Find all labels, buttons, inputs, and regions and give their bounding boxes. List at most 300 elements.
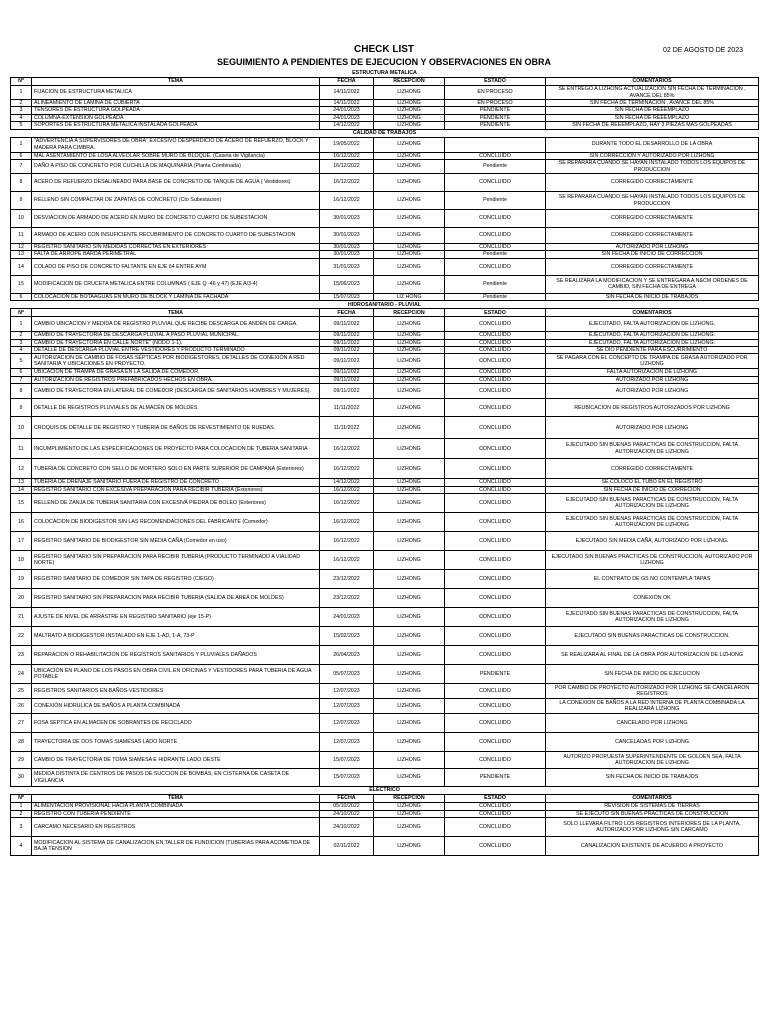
cell-comentarios: AUTORIZADO POR LIZHONG bbox=[546, 376, 759, 383]
cell-recepcion: LIZHONG bbox=[374, 714, 445, 733]
cell-tema: REGISTRO SANITARIO SIN PREPARACION PARA RECIBIR TUBERIA (PRODUCTO TERMINADO A VIALIDAD NORTE) bbox=[32, 551, 320, 570]
cell-n: 11 bbox=[11, 228, 32, 244]
cell-n: 25 bbox=[11, 684, 32, 699]
cell-comentarios: LA CONEXION DE BAÑOS A LA RED INTERNA DE PLANTA COMBINADA LA REALIZARÁ LIZHONG bbox=[546, 699, 759, 714]
cell-recepcion: LIZHONG bbox=[374, 479, 445, 486]
cell-recepcion: LIZHONG bbox=[374, 627, 445, 646]
table-row bbox=[11, 369, 759, 376]
cell-recepcion: LIZHONG bbox=[374, 258, 445, 275]
section-title: ELECTRICO bbox=[369, 787, 400, 794]
cell-comentarios: EJECUTADO SIN BUENAS PARACTICAS DE CONSTRUCCION. bbox=[546, 627, 759, 646]
cell-recepcion: LIZHONG bbox=[374, 459, 445, 479]
header-col-fecha: FECHA bbox=[320, 309, 374, 317]
cell-n: 8 bbox=[11, 384, 32, 399]
cell-tema: MAL ASENTAMIENTO DE LOSA ALVEOLAR SOBRE MURO DE BLOQUE. (Caseta de Vigilancia) bbox=[32, 152, 320, 159]
cell-estado: CONCLUIDO bbox=[445, 317, 546, 332]
cell-fecha: 16/12/2022 bbox=[320, 494, 374, 513]
cell-n: 18 bbox=[11, 551, 32, 570]
cell-tema: DAÑO A PISO DE CONCRETO POR CUCHILLA DE MAQUINARIA (Planta Combinada) bbox=[32, 160, 320, 174]
cell-tema: DETALLE DE REGISTROS PLUVIALES DE ALMACÉN DE MOLDES. bbox=[32, 399, 320, 417]
cell-recepcion: LIZHONG bbox=[374, 570, 445, 589]
table-row bbox=[11, 339, 759, 346]
table-row bbox=[11, 459, 759, 479]
cell-tema: COLOCACION DE BIODIGESTOR SIN LAS RECOMENDACIONES DEL FABRICANTE (Comedor) bbox=[32, 513, 320, 532]
cell-n: 4 bbox=[11, 836, 32, 855]
cell-tema: AUTORIZACION DE CAMBIO DE FOSAS SÉPTICAS POR BIODIGESTORES, DETALLES DE CONEXIÓN A RED SANITARIA Y UBICACIONES EN PROYECTO. bbox=[32, 354, 320, 369]
cell-estado: PENDIENTE bbox=[445, 122, 546, 129]
cell-recepcion: LIZHONG bbox=[374, 332, 445, 339]
cell-recepcion: LIZHONG bbox=[374, 551, 445, 570]
cell-fecha: 23/12/2022 bbox=[320, 570, 374, 589]
cell-estado: Pendiente bbox=[445, 160, 546, 174]
cell-estado: EN PROCESO bbox=[445, 100, 546, 107]
cell-comentarios: CONEXIÓN OK bbox=[546, 589, 759, 608]
cell-recepcion: LIZHONG bbox=[374, 608, 445, 627]
table-row bbox=[11, 627, 759, 646]
cell-comentarios: SIN FECHA DE REEEMPLAZO bbox=[546, 107, 759, 114]
cell-comentarios: CORREGIDO CORRECTAMENTE bbox=[546, 174, 759, 192]
cell-tema: MALTRATO A BIODIGESTOR INSTALADO EN EJE 1-AD, 1-A, 73-P bbox=[32, 627, 320, 646]
table-row bbox=[11, 417, 759, 439]
table-row bbox=[11, 137, 759, 152]
cell-n: 23 bbox=[11, 646, 32, 665]
cell-tema: DESVIACION DE ARMADO DE ACERO EN MURO DE CONCRETO CUARTO DE SUBESTACION bbox=[32, 210, 320, 228]
cell-comentarios: SE REPARARA CUANDO SE HAYAN INSTALADO TODOS LOS EQUIPOS DE PRODUCCION bbox=[546, 192, 759, 210]
cell-n: 21 bbox=[11, 608, 32, 627]
cell-estado: Pendiente bbox=[445, 293, 546, 300]
cell-fecha: 30/01/2023 bbox=[320, 251, 374, 258]
cell-tema: RELLENO DE ZANJA DE TUBERIA SANITARIA CON EXCESIVA PIEDRA DE BOLEO (Exteriores) bbox=[32, 494, 320, 513]
cell-estado: CONCLUIDO bbox=[445, 589, 546, 608]
header-col-recepcion: RECEPCION bbox=[374, 78, 445, 86]
cell-recepcion: LIZHONG bbox=[374, 665, 445, 684]
cell-n: 6 bbox=[11, 293, 32, 300]
cell-fecha: 16/12/2022 bbox=[320, 486, 374, 493]
cell-tema: CONEXIÓN HIDRULICA DE BAÑOS A PLANTA COMBINADA bbox=[32, 699, 320, 714]
cell-fecha: 12/07/2023 bbox=[320, 684, 374, 699]
cell-recepcion: LIZHONG bbox=[374, 733, 445, 752]
cell-fecha: 02/11/2022 bbox=[320, 836, 374, 855]
document-header bbox=[10, 44, 758, 70]
cell-estado: CONCLUIDO bbox=[445, 354, 546, 369]
table-row bbox=[11, 107, 759, 114]
cell-n: 9 bbox=[11, 192, 32, 210]
cell-comentarios: EJECUTADO, FALTA AUTORIZACION DE LIZHONG. bbox=[546, 317, 759, 332]
table-row bbox=[11, 684, 759, 699]
cell-estado: Pendiente bbox=[445, 275, 546, 293]
cell-estado: CONCLUIDO bbox=[445, 244, 546, 251]
cell-estado: Pendiente bbox=[445, 251, 546, 258]
table-row bbox=[11, 160, 759, 174]
cell-tema: CAMBIO DE TRAYECTORIA DE TOMA SIAMESA E HIDRANTE LADO OESTE bbox=[32, 752, 320, 769]
cell-estado: CONCLUIDO bbox=[445, 439, 546, 459]
cell-tema: FOSA SEPTICA EN ALMACEN DE SOBRANTES DE RECICLADO bbox=[32, 714, 320, 733]
table-row bbox=[11, 210, 759, 228]
cell-fecha: 15/06/2023 bbox=[320, 275, 374, 293]
cell-recepcion: LIZHONG bbox=[374, 513, 445, 532]
checklist-table-body bbox=[11, 70, 759, 855]
cell-fecha: 30/01/2023 bbox=[320, 210, 374, 228]
cell-comentarios: EJECUTADO SIN BUENAS PARACTICAS DE CONSTRUCCION, FALTA AUTORIZACION DE LIZHONG bbox=[546, 513, 759, 532]
cell-fecha: 16/12/2022 bbox=[320, 551, 374, 570]
cell-tema: "ADVERTENCIA A SUPERVISORES DE OBRA" EXCESIVO DESPERDICIO DE ACERO DE REFUERZO, BLOCK Y MADERA PARA CIMBRA. bbox=[32, 137, 320, 152]
cell-recepcion: LIZHONG bbox=[374, 174, 445, 192]
cell-estado: CONCLUIDO bbox=[445, 347, 546, 354]
table-row bbox=[11, 646, 759, 665]
cell-n: 3 bbox=[11, 339, 32, 346]
cell-fecha: 31/01/2023 bbox=[320, 258, 374, 275]
cell-comentarios: SIN FECHA DE TERMINACION , AVANCE DEL 85% bbox=[546, 100, 759, 107]
header-col-n: Nº bbox=[11, 309, 32, 317]
cell-comentarios: POR CAMBIO DE PROYECTO AUTORIZADO POR LIZHONG SE CANCELARON REGISTROS bbox=[546, 684, 759, 699]
cell-comentarios: CANCELADAS POR LIZHONG bbox=[546, 733, 759, 752]
cell-estado: CONCLUIDO bbox=[445, 551, 546, 570]
section-title-row bbox=[11, 129, 759, 137]
cell-estado: CONCLUIDO bbox=[445, 646, 546, 665]
cell-comentarios: REVISION DE SISTEMAS DE TIERRAS bbox=[546, 803, 759, 810]
cell-n: 17 bbox=[11, 532, 32, 551]
cell-n: 30 bbox=[11, 769, 32, 787]
table-row bbox=[11, 589, 759, 608]
cell-comentarios: CANALIZACION EXISTENTE DE ACUERDO A PROYECTO bbox=[546, 836, 759, 855]
cell-tema: REPARACION O REHABILITACION DE REGISTROS SANITARIOS Y PLUVIALES DAÑADOS bbox=[32, 646, 320, 665]
cell-fecha: 09/11/2022 bbox=[320, 339, 374, 346]
cell-recepcion: LIZHONG bbox=[374, 317, 445, 332]
cell-estado: PENDIENTE bbox=[445, 769, 546, 787]
cell-recepcion: LIZHONG bbox=[374, 532, 445, 551]
cell-tema: MEDIDA DISTINTA DE CENTROS DE PASOS DE SUCCION DE BOMBAS, EN CISTERNA DE CASETA DE VIGILANCIA bbox=[32, 769, 320, 787]
cell-tema: AJUSTE DE NIVEL DE ARRASTRE EN REGISTRO SANITARIO (eje 15-P) bbox=[32, 608, 320, 627]
cell-tema: CROQUIS DE DETALLE DE REGISTRO Y TUBERIA DE BAÑOS DE REVESTIMIENTO DE RUEDAS. bbox=[32, 417, 320, 439]
cell-n: 19 bbox=[11, 570, 32, 589]
cell-estado: CONCLUIDO bbox=[445, 699, 546, 714]
cell-estado: CONCLUIDO bbox=[445, 339, 546, 346]
column-header-row bbox=[11, 78, 759, 86]
cell-comentarios: SE REALIZARA AL FINAL DE LA OBRA POR AUTORIZACION DE LIZHONG bbox=[546, 646, 759, 665]
header-col-estado: ESTADO bbox=[445, 795, 546, 803]
cell-n: 10 bbox=[11, 417, 32, 439]
cell-fecha: 09/11/2022 bbox=[320, 347, 374, 354]
cell-comentarios: EJECUTADO SIN MEDIA CAÑA, AUTORIZADO POR LIZHONG. bbox=[546, 532, 759, 551]
cell-comentarios: AUTORIZO PROPUESTA SUPERINTENDENTE DE GOLDEN SEA, FALTA AUTORIZACION DE LIZHONG bbox=[546, 752, 759, 769]
cell-n: 20 bbox=[11, 589, 32, 608]
cell-fecha: 11/11/2022 bbox=[320, 399, 374, 417]
document-date: 02 DE AGOSTO DE 2023 bbox=[662, 47, 743, 54]
cell-n: 29 bbox=[11, 752, 32, 769]
cell-fecha: 09/11/2022 bbox=[320, 369, 374, 376]
table-row bbox=[11, 347, 759, 354]
cell-comentarios: CORREGIDO CORRECTAMENTE bbox=[546, 258, 759, 275]
cell-tema: COLUMNA-EXTENSION GOLPEADA bbox=[32, 114, 320, 121]
header-col-n: Nº bbox=[11, 795, 32, 803]
table-row bbox=[11, 439, 759, 459]
cell-recepcion: LIZHONG bbox=[374, 339, 445, 346]
cell-tema: MODIFICACION DE CRUCETA METALICA ENTRE COLUMNAS ( EJE Q -46 y 47) (EJE A/3-4) bbox=[32, 275, 320, 293]
cell-fecha: 24/10/2022 bbox=[320, 817, 374, 836]
cell-tema: ALINEAMIENTO DE LAMINA DE CUBIERTA bbox=[32, 100, 320, 107]
cell-tema: COLOCACION DE BOTAAGUAS EN MURO DE BLOCK Y LAMINA DE FACHADA bbox=[32, 293, 320, 300]
cell-comentarios: AUTORIZADO POR LIZHONG bbox=[546, 384, 759, 399]
cell-comentarios: CORREGIDO CORRECTAMENTE bbox=[546, 459, 759, 479]
cell-estado: CONCLUIDO bbox=[445, 817, 546, 836]
cell-n: 15 bbox=[11, 275, 32, 293]
cell-n: 2 bbox=[11, 332, 32, 339]
cell-tema: UBICACIÓN EN PLANO DE LOS PASOS EN OBRA CIVIL EN OFICINAS Y VESTIDORES PARA TUBERIA DE AGUA POTABLE bbox=[32, 665, 320, 684]
cell-comentarios: REUBICACION DE REGISTROS AUTORIZADOS POR LIZHONG bbox=[546, 399, 759, 417]
cell-fecha: 12/07/2023 bbox=[320, 699, 374, 714]
cell-fecha: 16/12/2022 bbox=[320, 439, 374, 459]
cell-fecha: 12/07/2023 bbox=[320, 714, 374, 733]
cell-estado: CONCLUIDO bbox=[445, 803, 546, 810]
table-row bbox=[11, 665, 759, 684]
cell-comentarios: EJECUTADO SIN BUENAS PARACTICAS DE CONSTRUCCION, FALTA AUTORIZACION DE LIZHONG bbox=[546, 494, 759, 513]
cell-fecha: 05/10/2022 bbox=[320, 803, 374, 810]
cell-comentarios: DURANTE TODO EL DESARROLLO DE LA OBRA bbox=[546, 137, 759, 152]
cell-fecha: 24/10/2022 bbox=[320, 810, 374, 817]
cell-comentarios: SE DIO PENDIENTE PARA ESCURRIMIENTO bbox=[546, 347, 759, 354]
cell-fecha: 16/12/2022 bbox=[320, 174, 374, 192]
cell-estado: PENDIENTE bbox=[445, 665, 546, 684]
cell-recepcion: LIZHONG bbox=[374, 251, 445, 258]
table-row bbox=[11, 275, 759, 293]
cell-comentarios: SIN FECHA DE INICIO DE TRABAJOS bbox=[546, 769, 759, 787]
header-col-fecha: FECHA bbox=[320, 795, 374, 803]
cell-comentarios: FALTA AUTORIZACION DE LIZHONG bbox=[546, 369, 759, 376]
cell-comentarios: SIN CORRECCION Y AUTORIZADO POR LIZHONG bbox=[546, 152, 759, 159]
cell-estado: CONCLUIDO bbox=[445, 836, 546, 855]
cell-estado: CONCLUIDO bbox=[445, 532, 546, 551]
table-row bbox=[11, 769, 759, 787]
section-title-row bbox=[11, 70, 759, 78]
cell-tema: REGISTRO SANITARIO SIN PREPARACION PARA RECIBIR TUBERIA (SALIDA DE AREA DE MOLDES) bbox=[32, 589, 320, 608]
cell-n: 12 bbox=[11, 244, 32, 251]
cell-n: 7 bbox=[11, 160, 32, 174]
cell-tema: REGISTRO CON TUBERIA PENDIENTE bbox=[32, 810, 320, 817]
cell-recepcion: LIZHONG bbox=[374, 817, 445, 836]
cell-fecha: 11/11/2022 bbox=[320, 417, 374, 439]
header-col-recepcion: RECEPCION bbox=[374, 795, 445, 803]
header-col-comentarios: COMENTARIOS bbox=[546, 78, 759, 86]
cell-estado: CONCLUIDO bbox=[445, 684, 546, 699]
cell-fecha: 16/12/2022 bbox=[320, 459, 374, 479]
cell-recepcion: LIZHONG bbox=[374, 494, 445, 513]
cell-estado: CONCLUIDO bbox=[445, 714, 546, 733]
cell-n: 1 bbox=[11, 317, 32, 332]
cell-comentarios: EL CONTRATO DE GS NO CONTEMPLA TAPAS bbox=[546, 570, 759, 589]
cell-fecha: 26/04/2023 bbox=[320, 646, 374, 665]
cell-recepcion: LIZHONG bbox=[374, 244, 445, 251]
cell-estado: CONCLUIDO bbox=[445, 376, 546, 383]
table-row bbox=[11, 86, 759, 100]
cell-estado bbox=[445, 137, 546, 152]
cell-fecha: 23/12/2022 bbox=[320, 589, 374, 608]
cell-recepcion: LIZHONG bbox=[374, 439, 445, 459]
cell-recepcion: LIZHONG bbox=[374, 100, 445, 107]
header-col-tema: TEMA bbox=[32, 78, 320, 86]
checklist-document bbox=[10, 44, 758, 856]
cell-n: 26 bbox=[11, 699, 32, 714]
cell-comentarios: CORREGIDO CORRECTAMENTE bbox=[546, 210, 759, 228]
cell-estado: CONCLUIDO bbox=[445, 810, 546, 817]
cell-estado: CONCLUIDO bbox=[445, 486, 546, 493]
cell-estado: CONCLUIDO bbox=[445, 608, 546, 627]
table-row bbox=[11, 152, 759, 159]
cell-estado: CONCLUIDO bbox=[445, 174, 546, 192]
cell-estado: CONCLUIDO bbox=[445, 152, 546, 159]
cell-estado: Pendiente bbox=[445, 192, 546, 210]
cell-recepcion: LIZHONG bbox=[374, 752, 445, 769]
cell-recepcion: LIZHONG bbox=[374, 192, 445, 210]
cell-n: 5 bbox=[11, 122, 32, 129]
cell-estado: CONCLUIDO bbox=[445, 228, 546, 244]
cell-tema: INCUMPLIMIENTO DE LAS ESPECIFICACIONES DE PROYECTO PARA COLOCACION DE TUBERIA SANITARIA bbox=[32, 439, 320, 459]
table-row bbox=[11, 244, 759, 251]
cell-recepcion: LIZHONG bbox=[374, 107, 445, 114]
cell-fecha: 09/11/2022 bbox=[320, 332, 374, 339]
cell-comentarios: EJECUTADO SIN BUENAS PARACTICAS DE CONSTRUCCION, FALTA AUTORIZACION DE LIZHONG bbox=[546, 439, 759, 459]
cell-recepcion: LIZHONG bbox=[374, 684, 445, 699]
cell-fecha: 14/12/2022 bbox=[320, 122, 374, 129]
cell-n: 7 bbox=[11, 376, 32, 383]
cell-tema: REGISTRO SANITARIO SIN MEDIDAS CORRECTAS EN EXTERIORES bbox=[32, 244, 320, 251]
cell-tema: REGISTRO SANITARIO DE BIODIGESTOR SIN MEDIA CAÑA (Comedor en uso) bbox=[32, 532, 320, 551]
cell-n: 5 bbox=[11, 354, 32, 369]
cell-tema: CARCAMO NECESARIO EN REGISTROS bbox=[32, 817, 320, 836]
cell-tema: REGISTROS SANITARIOS EN BAÑOS-VESTIDORES bbox=[32, 684, 320, 699]
cell-fecha: 15/07/2023 bbox=[320, 769, 374, 787]
cell-recepcion: LIZHONG bbox=[374, 376, 445, 383]
cell-tema: CAMBIO UBICACION Y MEDIDA DE REGISTRO PLUVIAL QUE RECIBE DESCARGA DE ANDÉN DE CARGA. bbox=[32, 317, 320, 332]
section-title: CALIDAD DE TRABAJOS bbox=[352, 129, 417, 136]
cell-comentarios: SOLO LLEVARA FILTRO LOS REGISTROS INTERIORES DE LA PLANTA, AUTORIZADO POR LIZHONG SIN CARCAMO bbox=[546, 817, 759, 836]
header-col-tema: TEMA bbox=[32, 795, 320, 803]
header-col-estado: ESTADO bbox=[445, 309, 546, 317]
cell-comentarios: SIN FECHA DE INICIO DE EJECUCION bbox=[546, 665, 759, 684]
cell-tema: UBICACIÓN DE TRAMPA DE GRASA EN LA SALIDA DE COMEDOR. bbox=[32, 369, 320, 376]
cell-fecha: 15/07/2023 bbox=[320, 752, 374, 769]
cell-fecha: 16/12/2022 bbox=[320, 152, 374, 159]
cell-tema: REGISTRO SANITARIO CON EXCESIVA PREPARACION PARA RECIBIR TUBERIA (Exteriores) bbox=[32, 486, 320, 493]
table-row bbox=[11, 817, 759, 836]
cell-n: 14 bbox=[11, 258, 32, 275]
cell-estado: PENDIENTE bbox=[445, 107, 546, 114]
cell-n: 6 bbox=[11, 152, 32, 159]
table-row bbox=[11, 192, 759, 210]
cell-recepcion: LIZHONG bbox=[374, 369, 445, 376]
column-header-row bbox=[11, 309, 759, 317]
header-col-recepcion: RECEPCION bbox=[374, 309, 445, 317]
cell-n: 24 bbox=[11, 665, 32, 684]
table-row bbox=[11, 376, 759, 383]
table-row bbox=[11, 100, 759, 107]
cell-recepcion: LIZHONG bbox=[374, 646, 445, 665]
cell-fecha: 09/11/2022 bbox=[320, 317, 374, 332]
section-title-row bbox=[11, 787, 759, 795]
cell-recepcion: LIZHONG bbox=[374, 417, 445, 439]
cell-recepcion: LIZHONG bbox=[374, 384, 445, 399]
cell-tema: FALTA DE ARROPE BARDA PERIMETRAL bbox=[32, 251, 320, 258]
document-title: CHECK LIST bbox=[354, 44, 414, 55]
table-row bbox=[11, 752, 759, 769]
cell-comentarios: CANCELADO POR LIZHONG bbox=[546, 714, 759, 733]
cell-recepcion: LIZHONG bbox=[374, 210, 445, 228]
table-row bbox=[11, 570, 759, 589]
cell-fecha: 16/12/2022 bbox=[320, 513, 374, 532]
table-row bbox=[11, 699, 759, 714]
cell-comentarios: SIN FECHA DE REEEMPLAZO, HAY 3 PIEZAS MAS GOLPEADAS bbox=[546, 122, 759, 129]
table-row bbox=[11, 486, 759, 493]
cell-comentarios: SIN FECHA DE REEEMPLAZO bbox=[546, 114, 759, 121]
cell-n: 9 bbox=[11, 399, 32, 417]
table-row bbox=[11, 479, 759, 486]
table-row bbox=[11, 810, 759, 817]
cell-estado: CONCLUIDO bbox=[445, 627, 546, 646]
cell-n: 15 bbox=[11, 494, 32, 513]
cell-comentarios: EJECUTADO, FALTA AUTORIZACION DE LIZHONG. bbox=[546, 332, 759, 339]
table-row bbox=[11, 803, 759, 810]
cell-fecha: 09/11/2022 bbox=[320, 354, 374, 369]
cell-n: 28 bbox=[11, 733, 32, 752]
cell-tema: ACERO DE REFUERZO DESALINEADO PARA BASE DE CONCRETO DE TANQUE DE AGUA ( Vestidores) bbox=[32, 174, 320, 192]
cell-n: 11 bbox=[11, 439, 32, 459]
cell-estado: EN PROCESO bbox=[445, 86, 546, 100]
cell-fecha: 05/07/2023 bbox=[320, 665, 374, 684]
header-col-fecha: FECHA bbox=[320, 78, 374, 86]
cell-n: 3 bbox=[11, 817, 32, 836]
cell-fecha: 24/01/2023 bbox=[320, 114, 374, 121]
cell-n: 13 bbox=[11, 479, 32, 486]
table-row bbox=[11, 733, 759, 752]
cell-tema: DETALLE DE DESCARGA PLUVIAL ENTRE VESTIDORES Y PRODUCTO TERMINADO bbox=[32, 347, 320, 354]
cell-recepcion: LIZHONG bbox=[374, 589, 445, 608]
cell-comentarios: SE REALIZARA LA MODIFICACION Y SE ENTREGARA A N&CM ORDENES DE CAMBIO, SIN FECHA DE ENTREGA bbox=[546, 275, 759, 293]
cell-comentarios: SE COLOCO EL TUBO EN EL REGISTRO bbox=[546, 479, 759, 486]
header-col-tema: TEMA bbox=[32, 309, 320, 317]
table-row bbox=[11, 114, 759, 121]
cell-comentarios: EJECUTADO SIN BUENAS PRACTICAS DE CONSTRUCCION, AUTORIZADO POR LIZHONG bbox=[546, 551, 759, 570]
table-row bbox=[11, 228, 759, 244]
cell-n: 2 bbox=[11, 810, 32, 817]
cell-tema: TRAYECTORIA DE DOS TOMAS SIAMESAS LADO NORTE bbox=[32, 733, 320, 752]
cell-comentarios: AUTORIZADO POR LIZHONG bbox=[546, 417, 759, 439]
section-title-row bbox=[11, 301, 759, 309]
cell-n: 16 bbox=[11, 513, 32, 532]
table-row bbox=[11, 513, 759, 532]
cell-recepcion: LIZHONG bbox=[374, 836, 445, 855]
cell-tema: TENSORES DE ESTRUCTURA GOLPEADA bbox=[32, 107, 320, 114]
cell-estado: CONCLUIDO bbox=[445, 417, 546, 439]
cell-recepcion: LIZHONG bbox=[374, 275, 445, 293]
cell-n: 3 bbox=[11, 107, 32, 114]
cell-fecha: 15/07/2023 bbox=[320, 293, 374, 300]
cell-estado: CONCLUIDO bbox=[445, 479, 546, 486]
cell-n: 13 bbox=[11, 251, 32, 258]
table-row bbox=[11, 317, 759, 332]
cell-recepcion: LIZHONG bbox=[374, 160, 445, 174]
table-row bbox=[11, 608, 759, 627]
cell-estado: CONCLUIDO bbox=[445, 494, 546, 513]
cell-comentarios: SE EJECUTO SIN BUENAS PRACTICAS DE CONSTRUCCION bbox=[546, 810, 759, 817]
cell-comentarios: EJECUTADO, FALTA AUTORIZACION DE LIZHONG. bbox=[546, 339, 759, 346]
cell-recepcion: LIZHONG bbox=[374, 399, 445, 417]
cell-recepcion: LIZHONG bbox=[374, 86, 445, 100]
cell-comentarios: SE ENTREGO A LIZHONG ACTUALIZACION SIN FECHA DE TERMINACION , AVANCE DEL 85% bbox=[546, 86, 759, 100]
cell-n: 27 bbox=[11, 714, 32, 733]
cell-fecha: 09/11/2022 bbox=[320, 376, 374, 383]
header-col-n: Nº bbox=[11, 78, 32, 86]
table-row bbox=[11, 532, 759, 551]
cell-fecha: 09/11/2022 bbox=[320, 384, 374, 399]
